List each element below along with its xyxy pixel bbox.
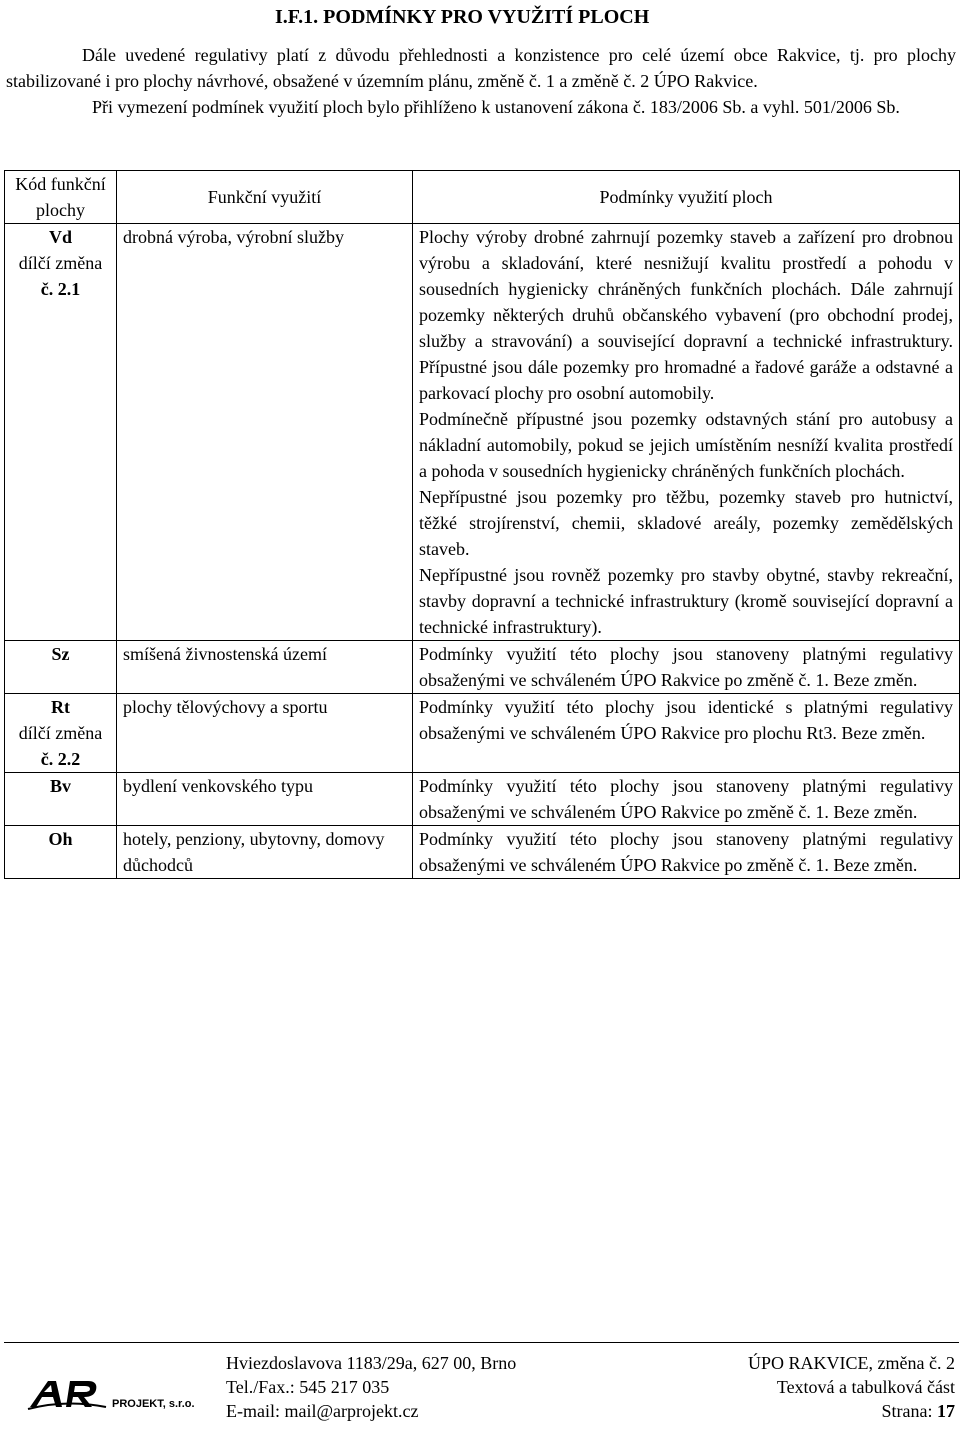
table-row (5, 641, 960, 694)
footer-project: ÚPO RAKVICE, změna č. 2 (748, 1353, 955, 1373)
footer-page (748, 1399, 955, 1423)
footer-document-info (748, 1351, 955, 1423)
condition-paragraph: Podmínky využití této plochy jsou stanoveny platnými regulativy obsaženými ve schváleném ÚPO Rakvice po změně č. 1. Beze změn. (419, 644, 953, 690)
condition-paragraph: Podmínky využití této plochy jsou identické s platnými regulativy obsaženými ve schváleném ÚPO Rakvice pro plochu Rt3. Beze změn. (419, 697, 953, 743)
page-footer (4, 1342, 959, 1431)
intro-paragraph-1: Dále uvedené regulativy platí z důvodu přehlednosti a konzistence pro celé území obce Rakvice, tj. pro plochy stabilizované i pro plochy návrhové, obsažené v územním plánu, změně č. 1 a změně č. 2 ÚPO Rakvice. (6, 45, 956, 91)
code-cell (5, 826, 117, 879)
regulations-table (4, 170, 960, 879)
conditions-cell (413, 641, 960, 694)
ar-projekt-logo (26, 1373, 216, 1413)
use-cell: hotely, penziony, ubytovny, domovy důchodců (117, 826, 413, 879)
code-value: Bv (49, 776, 71, 796)
condition-paragraph: Podmínky využití této plochy jsou stanoveny platnými regulativy obsaženými ve schváleném ÚPO Rakvice po změně č. 1. Beze změn. (419, 776, 953, 822)
svg-text:PROJEKT, s.r.o.: PROJEKT, s.r.o. (112, 1398, 195, 1410)
code-sub: dílčí změna (18, 253, 103, 273)
footer-address-block (226, 1351, 516, 1423)
condition-paragraph: Plochy výroby drobné zahrnují pozemky staveb a zařízení pro drobnou výrobu a skladování, které nesnižují kvalitu prostředí a pohodu v sousedních hygienicky chráněných funkčních plochách. Dále zahrnují pozemky některých druhů občanského vybavení (pro obchodní prodej, služby a stravování) a související dopravní a technické infrastruktury. Přípustné jsou dále pozemky pro hromadné a řadové garáže a odstavné a parkovací plochy pro osobní automobily. (419, 227, 953, 403)
use-cell: bydlení venkovského typu (117, 773, 413, 826)
intro (6, 42, 956, 120)
code-value: Rt (51, 697, 70, 717)
condition-paragraph: Nepřípustné jsou pozemky pro těžbu, pozemky staveb pro hutnictví, těžké strojírenství, chemii, skladové areály, pozemky zemědělských staveb. (419, 487, 953, 559)
table-header-row (5, 171, 960, 224)
table-row (5, 694, 960, 773)
header-use: Funkční využití (117, 171, 413, 224)
use-cell: plochy tělovýchovy a sportu (117, 694, 413, 773)
footer-page-label: Strana: (881, 1401, 933, 1421)
code-cell (5, 694, 117, 773)
code-number: č. 2.1 (40, 279, 81, 299)
condition-paragraph: Nepřípustné jsou rovněž pozemky pro stavby obytné, stavby rekreační, stavby dopravní a technické infrastruktury (kromě související dopravní a technické infrastruktury). (419, 565, 953, 637)
header-conditions: Podmínky využití ploch (413, 171, 960, 224)
table-row (5, 224, 960, 641)
footer-email[interactable]: E-mail: mail@arprojekt.cz (226, 1401, 419, 1421)
condition-paragraph: Podmínky využití této plochy jsou stanoveny platnými regulativy obsaženými ve schváleném ÚPO Rakvice po změně č. 1. Beze změn. (419, 829, 953, 875)
conditions-cell (413, 224, 960, 641)
code-value: Sz (51, 644, 70, 664)
code-cell (5, 224, 117, 641)
code-cell (5, 773, 117, 826)
conditions-cell (413, 826, 960, 879)
code-sub: dílčí změna (18, 723, 103, 743)
conditions-cell (413, 773, 960, 826)
header-code: Kód funkční plochy (5, 171, 117, 224)
use-cell: drobná výroba, výrobní služby (117, 224, 413, 641)
condition-paragraph: Podmínečně přípustné jsou pozemky odstavných stání pro autobusy a nákladní automobily, pokud se jejich umístěním nesníží kvalita prostředí a pohoda v sousedních hygienicky chráněných funkčních plochách. (419, 409, 953, 481)
code-value: Oh (48, 829, 73, 849)
code-number: č. 2.2 (40, 749, 81, 769)
code-cell (5, 641, 117, 694)
conditions-cell (413, 694, 960, 773)
intro-paragraph-2: Při vymezení podmínek využití ploch bylo přihlíženo k ustanovení zákona č. 183/2006 Sb. a vyhl. 501/2006 Sb. (92, 97, 900, 117)
footer-phone: Tel./Fax.: 545 217 035 (226, 1377, 390, 1397)
use-cell: smíšená živnostenská území (117, 641, 413, 694)
table-row (5, 773, 960, 826)
table-row (5, 826, 960, 879)
page-title: I.F.1. PODMÍNKY PRO VYUŽITÍ PLOCH (275, 6, 650, 28)
footer-section: Textová a tabulková část (776, 1377, 955, 1397)
footer-address: Hviezdoslavova 1183/29a, 627 00, Brno (226, 1353, 517, 1373)
footer-page-number: 17 (937, 1401, 955, 1421)
code-value: Vd (48, 227, 72, 247)
